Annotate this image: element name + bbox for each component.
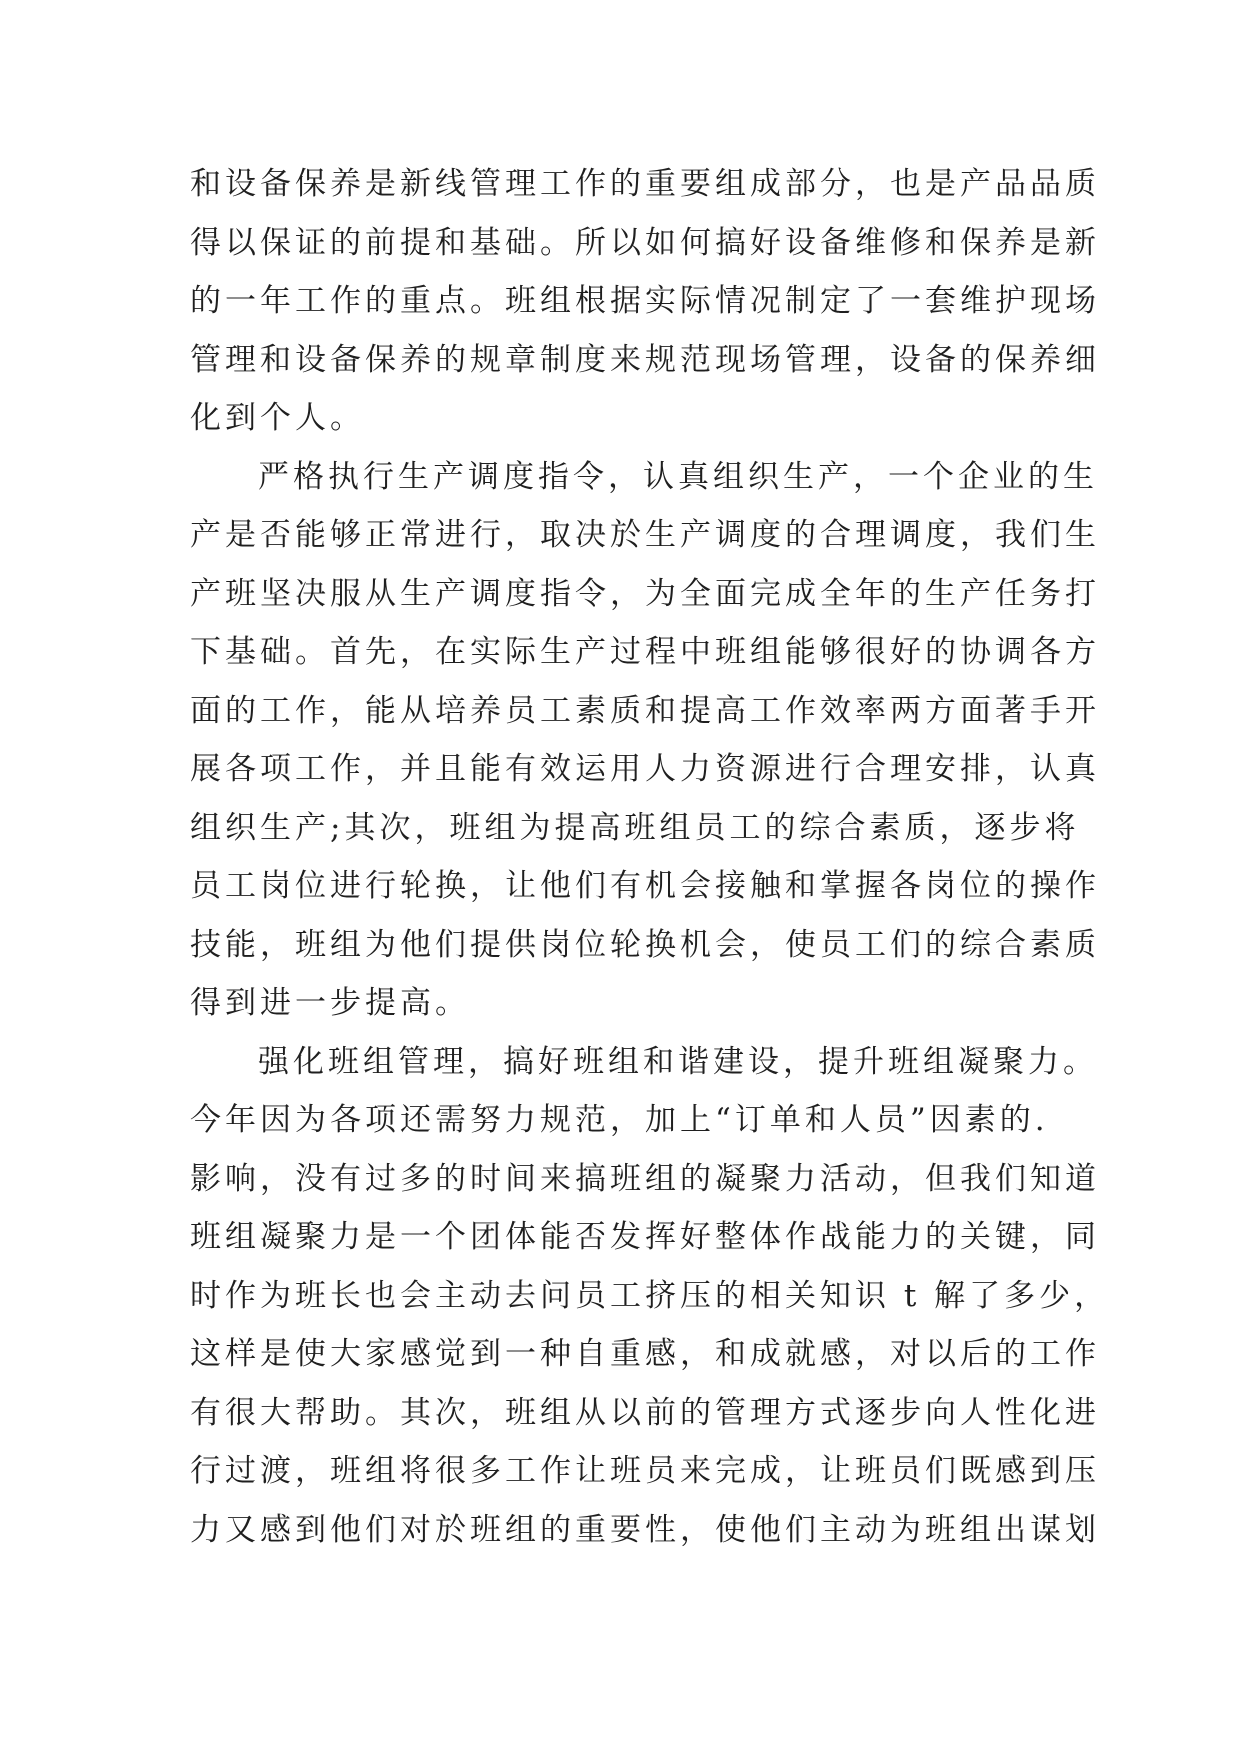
- text-line: 得以保证的前提和基础。所以如何搞好设备维修和保养是新: [190, 224, 1100, 261]
- body-text: [190, 155, 1110, 1559]
- text-line: 员工岗位进行轮换，让他们有机会接触和掌握各岗位的操作: [190, 868, 1100, 904]
- text-line: 化到个人。: [190, 400, 365, 436]
- text-line: 有很大帮助。其次，班组从以前的管理方式逐步向人性化进: [190, 1394, 1100, 1431]
- text-line: 产班坚决服从生产调度指令，为全面完成全年的生产任务打: [190, 575, 1100, 612]
- text-line: 和设备保养是新线管理工作的重要组成部分，也是产品品质: [190, 166, 1100, 202]
- text-line: 班组凝聚力是一个团体能否发挥好整体作战能力的关键，同: [190, 1219, 1100, 1255]
- text-line: 力又感到他们对於班组的重要性，使他们主动为班组出谋划: [190, 1511, 1100, 1548]
- text-line: 的一年工作的重点。班组根据实际情况制定了一套维护现场: [190, 283, 1100, 319]
- text-line: 行过渡，班组将很多工作让班员来完成，让班员们既感到压: [190, 1453, 1100, 1489]
- text-line: 严格执行生产调度指令，认真组织生产，一个企业的生: [258, 458, 1098, 495]
- text-line: 展各项工作，并且能有效运用人力资源进行合理安排，认真: [190, 751, 1100, 787]
- text-line: 面的工作，能从培养员工素质和提高工作效率两方面著手开: [190, 692, 1100, 729]
- text-line: 产是否能够正常进行，取决於生产调度的合理调度，我们生: [190, 517, 1100, 553]
- text-line: 今年因为各项还需努力规范，加上“订单和人员”因素的.: [190, 1102, 1049, 1138]
- text-line: 强化班组管理，搞好班组和谐建设，提升班组凝聚力。: [258, 1043, 1098, 1080]
- text-line: 这样是使大家感觉到一种自重感，和成就感，对以后的工作: [190, 1336, 1100, 1372]
- text-line: 影响，没有过多的时间来搞班组的凝聚力活动，但我们知道: [190, 1160, 1100, 1197]
- text-line: 得到进一步提高。: [190, 985, 470, 1021]
- text-line: 时作为班长也会主动去问员工挤压的相关知识 t 解了多少，: [190, 1277, 1110, 1314]
- text-line: 下基础。首先，在实际生产过程中班组能够很好的协调各方: [190, 634, 1100, 670]
- text-line: 技能，班组为他们提供岗位轮换机会，使员工们的综合素质: [190, 926, 1100, 963]
- text-line: 组织生产;其次，班组为提高班组员工的综合素质，逐步将: [190, 809, 1080, 846]
- text-line: 管理和设备保养的规章制度来规范现场管理，设备的保养细: [190, 341, 1100, 378]
